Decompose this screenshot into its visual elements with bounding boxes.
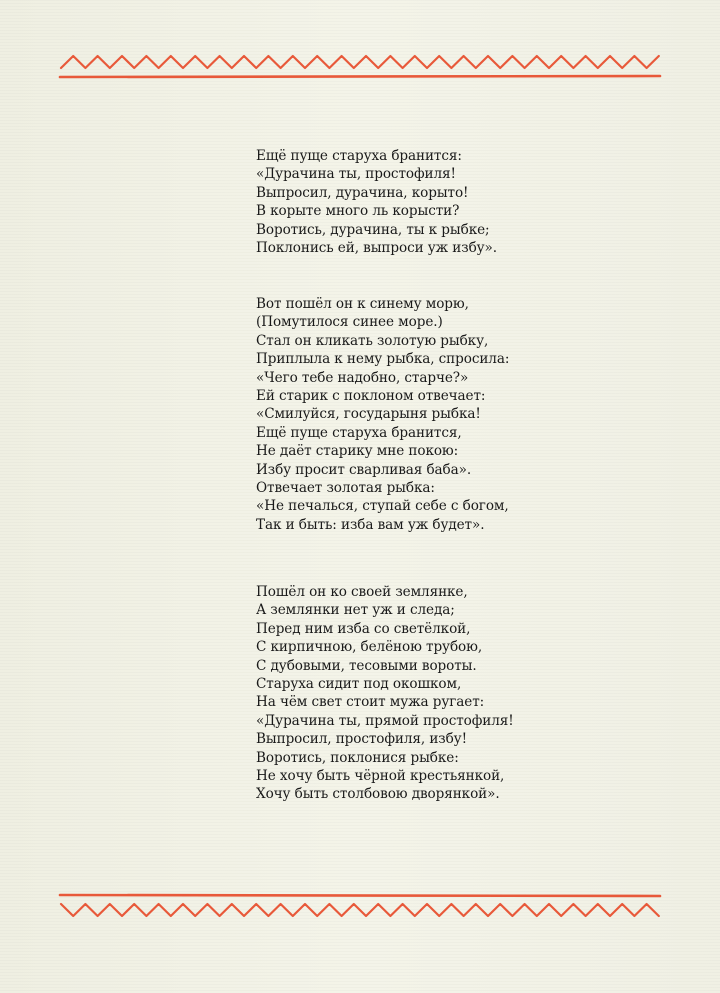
poem-line: С дубовыми, тесовыми вороты. bbox=[256, 657, 477, 674]
poem-line: Приплыла к нему рыбка, спросила: bbox=[256, 351, 510, 368]
poem-line: А землянки нет уж и следа; bbox=[256, 602, 455, 619]
poem-line: Стал он кликать золотую рыбку, bbox=[256, 332, 489, 349]
stanza-2 bbox=[256, 295, 509, 534]
poem-line: «Смилуйся, государыня рыбка! bbox=[256, 406, 481, 423]
poem-line: (Помутилося синее море.) bbox=[256, 314, 443, 331]
bottom-border-line bbox=[60, 895, 660, 896]
poem-line: «Дурачина ты, прямой простофиля! bbox=[256, 712, 514, 729]
top-border-line bbox=[60, 76, 660, 77]
poem-line: Выпросил, дурачина, корыто! bbox=[256, 184, 469, 201]
poem-line: Выпросил, простофиля, избу! bbox=[256, 731, 467, 748]
poem-line: В корыте много ль корысти? bbox=[256, 203, 460, 220]
stanza-3 bbox=[256, 583, 514, 804]
poem-line: Старуха сидит под окошком, bbox=[256, 676, 462, 693]
poem-line: С кирпичною, белёною трубою, bbox=[256, 639, 483, 656]
stanza-1 bbox=[256, 147, 497, 257]
poem-line: Ей старик с поклоном отвечает: bbox=[256, 388, 486, 405]
poem-line: На чём свет стоит мужа ругает: bbox=[256, 694, 485, 711]
poem-line: Воротись, дурачина, ты к рыбке; bbox=[256, 221, 490, 238]
poem-line: Пошёл он ко своей землянке, bbox=[256, 584, 468, 600]
poem-line: Хочу быть столбовою дворянкой». bbox=[256, 786, 500, 803]
poem-line: «Не печалься, ступай себе с богом, bbox=[256, 498, 509, 515]
poem-line: Так и быть: изба вам уж будет». bbox=[256, 516, 485, 533]
top-zigzag-ornament bbox=[58, 52, 662, 82]
poem-line: Перед ним изба со светёлкой, bbox=[256, 620, 471, 637]
poem-line: «Чего тебе надобно, старче?» bbox=[256, 369, 469, 386]
poem-line: Не даёт старику мне покою: bbox=[256, 443, 459, 460]
poem-line: Воротись, поклонися рыбке: bbox=[256, 749, 459, 766]
bottom-zigzag-line bbox=[61, 904, 659, 916]
poem-line: Вот пошёл он к синему морю, bbox=[256, 296, 469, 312]
bottom-zigzag-ornament bbox=[58, 890, 662, 920]
poem-line: Избу просит сварливая баба». bbox=[256, 461, 472, 478]
poem-line: Ещё пуще старуха бранится, bbox=[256, 424, 462, 441]
poem-line: Поклонись ей, выпроси уж избу». bbox=[256, 240, 497, 257]
poem-line: Отвечает золотая рыбка: bbox=[256, 480, 435, 497]
poem-line: Ещё пуще старуха бранится: bbox=[256, 148, 462, 164]
poem-line: Не хочу быть чёрной крестьянкой, bbox=[256, 768, 505, 785]
top-zigzag-line bbox=[61, 56, 659, 68]
poem-line: «Дурачина ты, простофиля! bbox=[256, 166, 456, 183]
